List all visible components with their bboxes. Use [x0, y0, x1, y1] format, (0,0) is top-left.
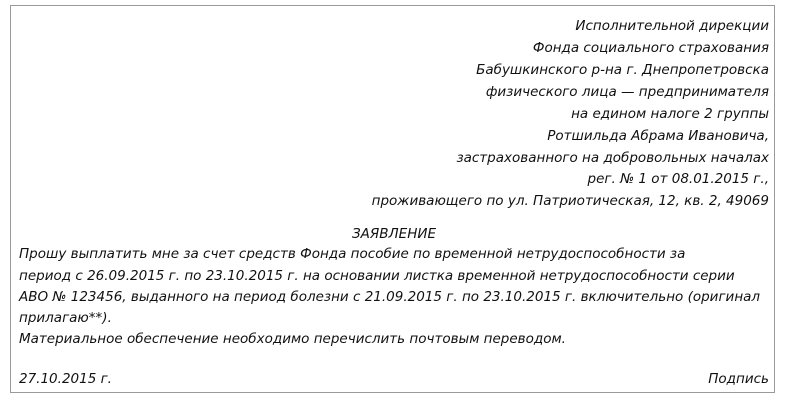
addressee-line-9: проживающего по ул. Патриотическая, 12, кв. 2, 49069 [371, 193, 769, 209]
signature-label: Подпись [708, 371, 769, 387]
addressee-line-5: на едином налоге 2 группы [571, 106, 769, 122]
body-line-4: прилагаю**). [19, 310, 112, 326]
body-line-1: Прошу выплатить мне за счет средств Фонда пособие по временной нетрудоспособности за [19, 246, 686, 262]
addressee-line-7: застрахованного на добровольных началах [456, 150, 769, 166]
body-line-2: период с 26.09.2015 г. по 23.10.2015 г. на основании листка временной нетрудоспособности серии [19, 268, 735, 284]
body-line-3: АВО № 123456, выданного на период болезни с 21.09.2015 г. по 23.10.2015 г. включительно (оригинал [19, 289, 761, 305]
addressee-line-1: Исполнительной дирекции [575, 18, 769, 34]
body-line-5: Материальное обеспечение необходимо перечислить почтовым переводом. [19, 331, 566, 347]
addressee-line-6: Ротшильда Абрама Ивановича, [547, 128, 769, 144]
addressee-line-8: рег. № 1 от 08.01.2015 г., [587, 171, 769, 187]
addressee-line-2: Фонда социального страхования [532, 40, 769, 56]
addressee-line-3: Бабушкинского р-на г. Днепропетровска [476, 62, 769, 78]
addressee-line-4: физического лица — предпринимателя [485, 84, 769, 100]
document-title: ЗАЯВЛЕНИЕ [352, 226, 436, 242]
document-date: 27.10.2015 г. [19, 371, 112, 387]
